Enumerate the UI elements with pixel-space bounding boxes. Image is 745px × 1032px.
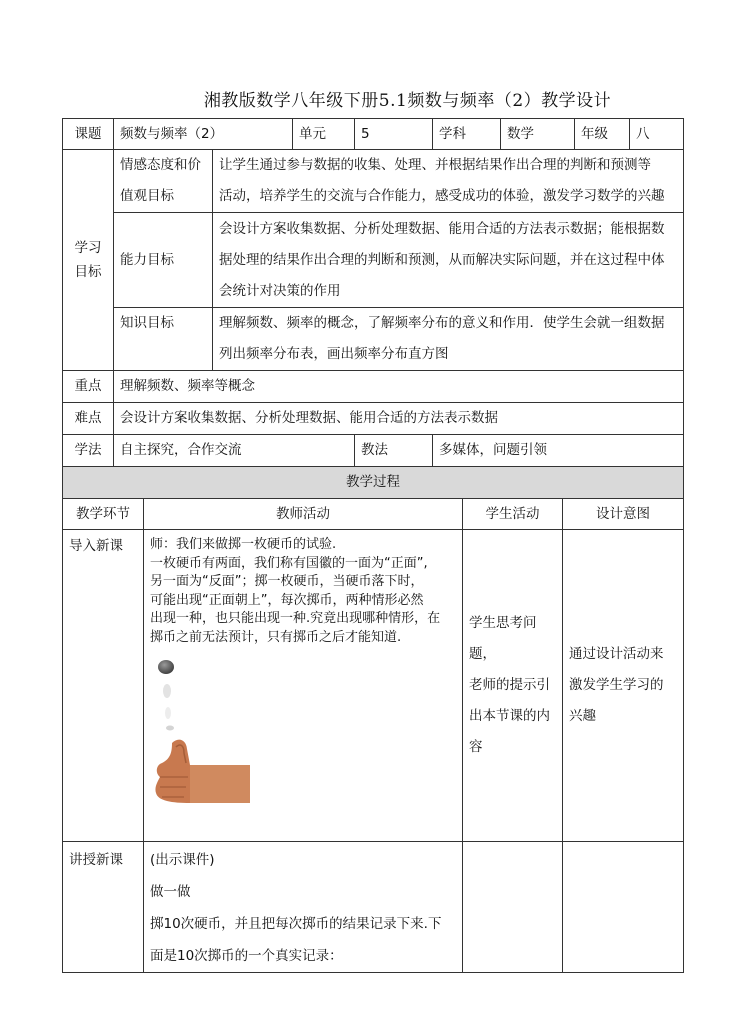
method-row <box>63 435 684 467</box>
intro-teacher-activity: 师：我们来做掷一枚硬币的试验. 一枚硬币有两面，我们称有国徽的一面为“正面”, 另一面为“反面”；掷一枚硬币，当硬币落下时， 可能出现“正面朝上”，每次掷币，两种情形必然 出现一种，也只能出现一种.究竟出现哪种情形，在 掷币之前无法预计，只有掷币之后才能知道. <box>144 530 463 842</box>
lecture-design-intent <box>563 842 684 973</box>
lecture-row <box>63 842 684 973</box>
objectives-label: 学习 目标 <box>63 150 114 371</box>
coin-toss-illustration <box>150 653 260 813</box>
intro-student-activity: 学生思考问题， 老师的提示引 出本节课的内 容 <box>463 530 563 842</box>
intro-design-intent: 通过设计活动来 激发学生学习的 兴趣 <box>563 530 684 842</box>
objective-emotion-row <box>63 150 684 213</box>
difficulty-label: 难点 <box>63 403 114 435</box>
difficulty-row <box>63 403 684 435</box>
intro-stage: 导入新课 <box>63 530 144 842</box>
process-header: 教学过程 <box>63 467 684 499</box>
process-header-row <box>63 467 684 499</box>
thumb-coin-icon <box>150 653 260 813</box>
intro-row <box>63 530 684 842</box>
key-point-value: 理解频数、频率等概念 <box>114 371 684 403</box>
col-student: 学生活动 <box>463 499 563 530</box>
process-table <box>62 466 684 973</box>
page-title: 湘教版数学八年级下册5.1频数与频率（2）教学设计 <box>203 91 612 111</box>
topic-label: 课题 <box>63 119 114 150</box>
col-intent: 设计意图 <box>563 499 684 530</box>
subject-label: 学科 <box>433 119 501 150</box>
emotion-goal-label: 情感态度和价 值观目标 <box>114 150 213 213</box>
unit-label: 单元 <box>293 119 355 150</box>
difficulty-value: 会设计方案收集数据、分析处理数据、能用合适的方法表示数据 <box>114 403 684 435</box>
emotion-goal-text: 让学生通过参与数据的收集、处理、并根据结果作出合理的判断和预测等 活动，培养学生的交流与合作能力，感受成功的体验，激发学习数学的兴趣 <box>213 150 684 213</box>
info-table <box>62 118 684 467</box>
teach-method-label: 教法 <box>355 435 433 467</box>
knowledge-goal-text: 理解频数、频率的概念，了解频率分布的意义和作用．使学生会就一组数据 列出频率分布表，画出频率分布直方图 <box>213 308 684 371</box>
unit-value: 5 <box>355 119 433 150</box>
objective-ability-row <box>63 213 684 308</box>
lecture-stage: 讲授新课 <box>63 842 144 973</box>
lecture-teacher-activity: (出示课件) 做一做 掷10次硬币，并且把每次掷币的结果记录下来.下 面是10次掷币的一个真实记录： <box>144 842 463 973</box>
process-columns-row <box>63 499 684 530</box>
col-teacher: 教师活动 <box>144 499 463 530</box>
key-point-label: 重点 <box>63 371 114 403</box>
key-point-row <box>63 371 684 403</box>
knowledge-goal-label: 知识目标 <box>114 308 213 371</box>
subject-value: 数学 <box>501 119 575 150</box>
teach-method-value: 多媒体，问题引领 <box>433 435 684 467</box>
ability-goal-text: 会设计方案收集数据、分析处理数据、能用合适的方法表示数据；能根据数 据处理的结果作出合理的判断和预测，从而解决实际问题，并在这过程中体 会统计对决策的作用 <box>213 213 684 308</box>
grade-label: 年级 <box>575 119 630 150</box>
study-method-label: 学法 <box>63 435 114 467</box>
ability-goal-label: 能力目标 <box>114 213 213 308</box>
col-stage: 教学环节 <box>63 499 144 530</box>
grade-value: 八 <box>630 119 684 150</box>
info-row <box>63 119 684 150</box>
lecture-student-activity <box>463 842 563 973</box>
study-method-value: 自主探究，合作交流 <box>114 435 355 467</box>
objective-knowledge-row <box>63 308 684 371</box>
topic-value: 频数与频率（2） <box>114 119 293 150</box>
